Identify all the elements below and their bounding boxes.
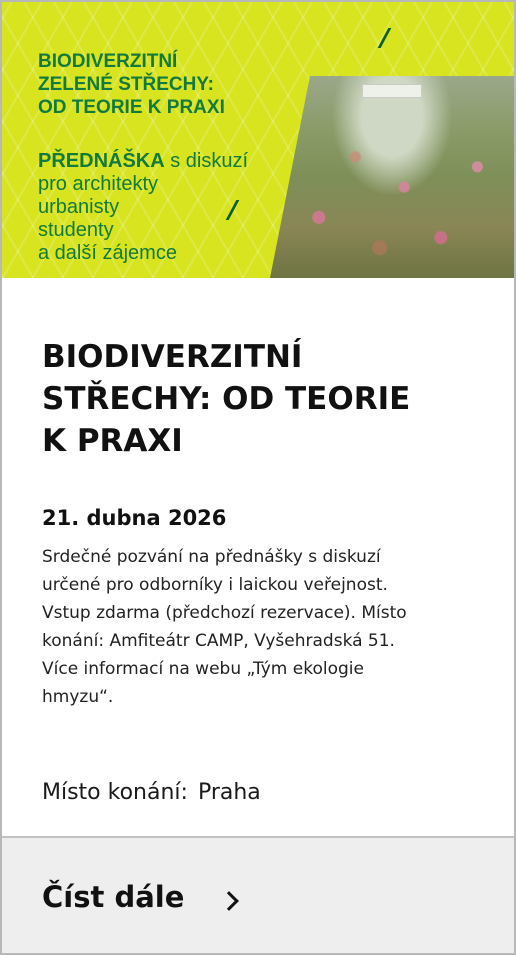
banner-audience-line: studenty	[38, 219, 114, 241]
place-label: Místo konání:	[42, 780, 188, 805]
read-more-button[interactable]	[2, 836, 514, 955]
banner-title	[38, 50, 278, 119]
banner-audience-line: urbanisty	[38, 196, 120, 218]
description-line: určené pro odborníky i laickou veřejnost.	[42, 575, 388, 595]
banner-title-line: OD TEORIE K PRAXI	[38, 97, 225, 118]
description-line: hmyzu“.	[42, 687, 114, 707]
event-date: 21. dubna 2026	[42, 506, 227, 530]
banner-title-line: ZELENÉ STŘECHY:	[38, 74, 214, 95]
event-banner	[2, 2, 514, 278]
banner-audience-line: pro architekty	[38, 173, 159, 195]
description-line: konání: Amfiteátr CAMP, Vyšehradská 51.	[42, 631, 395, 651]
chevron-right-icon[interactable]	[219, 891, 239, 911]
green-roof-photo	[270, 76, 514, 278]
event-title-line: K PRAXI	[42, 423, 183, 459]
description-line: Srdečné pozvání na přednášky s diskuzí	[42, 547, 381, 567]
banner-subtitle-strong: PŘEDNÁŠKA	[38, 150, 165, 172]
event-title	[42, 336, 482, 462]
banner-subtitle-rest: s diskuzí	[164, 150, 249, 172]
banner-subtitle-line	[38, 150, 248, 173]
banner-audience-line: a další zájemce	[38, 242, 177, 264]
roof-railing	[362, 84, 422, 98]
description-line: Více informací na webu „Tým ekologie	[42, 659, 364, 679]
banner-title-line: BIODIVERZITNÍ	[38, 51, 178, 72]
slash-decoration-icon	[378, 28, 392, 48]
event-content	[42, 336, 482, 462]
read-more-label[interactable]: Číst dále	[42, 880, 185, 914]
place-value: Praha	[197, 780, 261, 805]
event-description	[42, 543, 482, 711]
event-title-line: STŘECHY: OD TEORIE	[42, 381, 411, 417]
event-place	[42, 780, 261, 805]
event-title-line: BIODIVERZITNÍ	[42, 339, 303, 375]
banner-subtitle	[38, 150, 248, 265]
description-line: Vstup zdarma (předchozí rezervace). Místo	[42, 603, 407, 623]
